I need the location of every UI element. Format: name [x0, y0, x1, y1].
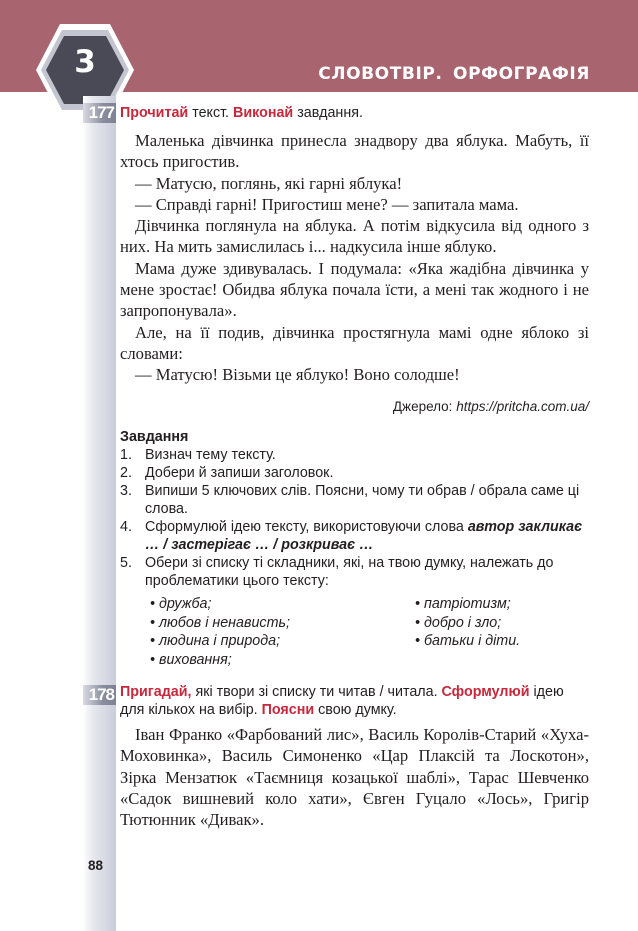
story-paragraph: — Матусю, поглянь, які гарні яблука!	[135, 173, 403, 193]
instruction-segment: Виконай	[233, 105, 294, 121]
topic-item: • батьки і діти.	[415, 633, 521, 650]
exercise-178-works	[120, 724, 589, 830]
story-paragraph: — Справді гарні! Пригостиш мене? — запитала мама.	[135, 194, 519, 214]
topic-item: • дружба;	[150, 596, 212, 612]
task-text: Добери й запиши заголовок.	[145, 465, 334, 481]
instruction-segment: Пригадай,	[120, 684, 192, 700]
task-number: 4.	[120, 519, 132, 535]
instruction-segment: Поясни	[261, 702, 315, 718]
topic-item: • добро і зло;	[415, 614, 502, 631]
topic-item: • патріотизм;	[415, 596, 511, 612]
exercise-178-instruction	[120, 683, 590, 719]
story-paragraph: Дівчинка поглянула на яблука. А потім відкусила від одного з них. На мить замислилась і... надкусила інше яблуко.	[120, 216, 589, 257]
instruction-segment: Прочитай	[120, 105, 189, 121]
works-paragraph: Іван Франко «Фарбований лис», Василь Королів-Старий «Хуха-Моховинка», Василь Симоненко «Цар Плаксій та Лоскотон», Зірка Мензатюк «Таємниця козацької шаблі», Тарас Шевченко «Садок вишневий коло хати», Євген Гуцало «Лось», Григір Тютюнник «Дивак».	[120, 725, 589, 830]
instruction-segment: свою думку.	[314, 702, 397, 718]
task-text: Сформулюй ідею тексту, використовуючи слова	[145, 519, 468, 535]
story-paragraph: Мама дуже здивувалась. І подумала: «Яка жадібна дівчинка у мене зростає! Обидва яблука почала їсти, а мені так жодного і не запропонувала».	[120, 258, 589, 321]
topic-item: • людина і природа;	[150, 633, 281, 650]
task-item	[120, 554, 590, 590]
exercise-178-number: 178	[83, 685, 116, 705]
exercise-177-instruction	[120, 104, 590, 122]
instruction-segment: Сформулюй	[441, 684, 530, 700]
side-margin-strip	[83, 96, 116, 931]
task-text: Визнач тему тексту.	[145, 447, 276, 463]
topic-item: • виховання;	[150, 651, 232, 668]
chapter-number: 3	[74, 44, 96, 80]
task-item	[120, 464, 590, 482]
source-reference	[393, 399, 589, 414]
task-number: 1.	[120, 447, 132, 463]
task-item	[120, 518, 590, 554]
instruction-segment: текст.	[188, 105, 234, 121]
task-item	[120, 482, 590, 518]
page-number: 88	[88, 858, 104, 873]
topic-item: • любов і ненависть;	[150, 614, 290, 631]
source-label: Джерело:	[392, 399, 457, 414]
story-paragraph: — Матусю! Візьми це яблуко! Воно солодше!	[135, 365, 460, 385]
instruction-segment: ідею для кількох на вибір.	[120, 684, 564, 718]
story-paragraph: Маленька дівчинка принесла знадвору два яблука. Мабуть, її хтось пригостив.	[120, 131, 589, 172]
chapter-title: СЛОВОТВІР. ОРФОГРАФІЯ	[318, 64, 590, 84]
task-number: 3.	[120, 483, 132, 499]
task-text: Обери зі списку ті складники, які, на твою думку, належать до проблематики цього тексту:	[145, 555, 554, 589]
exercise-177-number: 177	[83, 103, 116, 123]
task-emphasis: автор закликає … / застерігає … / розкриває …	[145, 519, 583, 553]
tasks-list	[120, 446, 590, 590]
instruction-segment: які твори зі списку ти читав / читала.	[191, 684, 442, 700]
story-paragraph: Але, на її подив, дівчинка простягнула мамі одне яблоко зі словами:	[120, 322, 589, 363]
exercise-177-text	[120, 130, 589, 386]
tasks-title: Завдання	[120, 429, 189, 445]
task-item	[120, 446, 590, 464]
instruction-segment: завдання.	[293, 105, 363, 121]
task-number: 2.	[120, 465, 132, 481]
source-url: https://pritcha.com.ua/	[456, 399, 589, 414]
task-text: Випиши 5 ключових слів. Поясни, чому ти обрав / обрала саме ці слова.	[145, 483, 580, 517]
task-number: 5.	[120, 555, 132, 571]
